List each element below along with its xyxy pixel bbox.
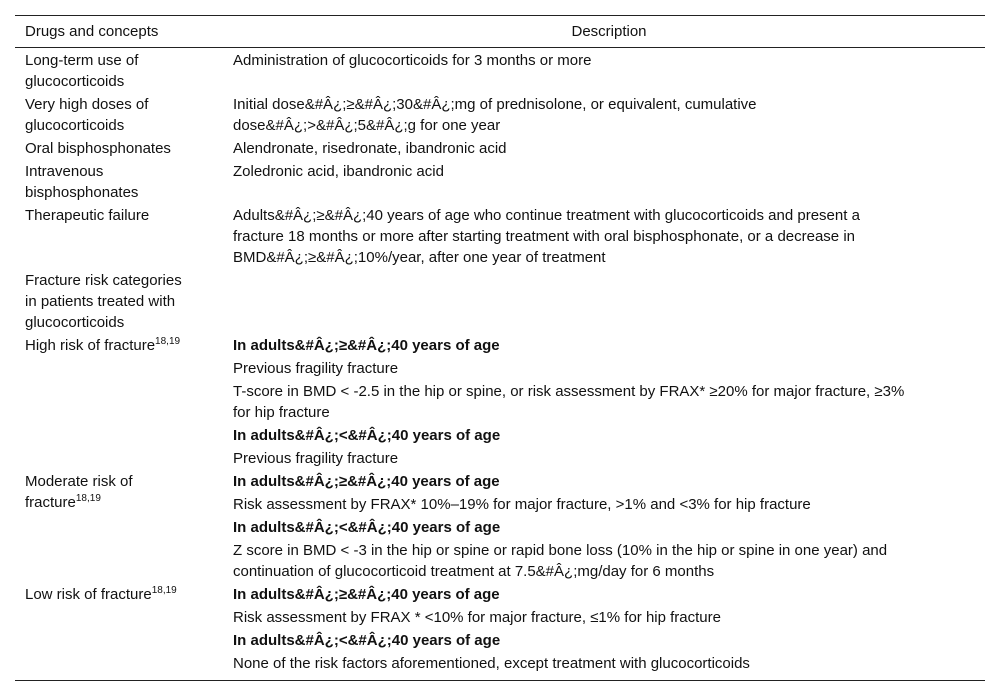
- concept-text: Low risk of fracture: [25, 586, 152, 603]
- table-header-rule: [15, 47, 985, 48]
- concept-line: Moderate risk of: [25, 473, 133, 490]
- concept-line: bisphosphonates: [25, 184, 139, 201]
- header-concept: Drugs and concepts: [25, 23, 159, 40]
- table-bottom-rule: [15, 680, 985, 681]
- description-line: fracture 18 months or more after starting treatment with oral bisphosphonate, or a decrease in: [233, 228, 855, 245]
- concept-line: Long-term use of: [25, 52, 139, 69]
- age-group-heading: In adults&#Â¿;≥&#Â¿;40 years of age: [233, 337, 500, 354]
- description-line: Alendronate, risedronate, ibandronic acid: [233, 140, 507, 157]
- description-line: for hip fracture: [233, 404, 330, 421]
- description-line: None of the risk factors aforementioned, except treatment with glucocorticoids: [233, 655, 750, 672]
- concept-line: in patients treated with: [25, 293, 176, 310]
- concept-line: Therapeutic failure: [25, 207, 150, 224]
- description-line: Previous fragility fracture: [233, 360, 399, 377]
- age-group-heading: In adults&#Â¿;<&#Â¿;40 years of age: [233, 632, 501, 649]
- description-line: Z score in BMD < -3 in the hip or spine or rapid bone loss (10% in the hip or spine in one year) and: [233, 542, 888, 559]
- description-line: continuation of glucocorticoid treatment at 7.5&#Â¿;mg/day for 6 months: [233, 563, 715, 580]
- description-line: Risk assessment by FRAX* 10%–19% for major fracture, >1% and <3% for hip fracture: [233, 496, 811, 513]
- header-description: Description: [571, 23, 647, 40]
- concept-text: fracture: [25, 494, 76, 511]
- description-line: T-score in BMD < -2.5 in the hip or spine, or risk assessment by FRAX* ≥20% for major fracture, ≥3%: [233, 383, 905, 400]
- concept-text: High risk of fracture: [25, 337, 156, 354]
- concept-line: [25, 335, 180, 356]
- concept-line: Intravenous: [25, 163, 104, 180]
- concept-line: glucocorticoids: [25, 73, 125, 90]
- concept-line: [25, 584, 177, 605]
- age-group-heading: In adults&#Â¿;<&#Â¿;40 years of age: [233, 519, 501, 536]
- description-line: dose&#Â¿;>&#Â¿;5&#Â¿;g for one year: [233, 117, 501, 134]
- age-group-heading: In adults&#Â¿;≥&#Â¿;40 years of age: [233, 473, 500, 490]
- reference-superscript: 18,19: [155, 336, 181, 347]
- age-group-heading: In adults&#Â¿;≥&#Â¿;40 years of age: [233, 586, 500, 603]
- concept-line: Oral bisphosphonates: [25, 140, 171, 157]
- table-header: [15, 15, 985, 47]
- description-line: BMD&#Â¿;≥&#Â¿;10%/year, after one year of treatment: [233, 249, 606, 266]
- description-line: Zoledronic acid, ibandronic acid: [233, 163, 444, 180]
- concept-line: Fracture risk categories: [25, 272, 182, 289]
- concept-line: glucocorticoids: [25, 117, 125, 134]
- description-line: Previous fragility fracture: [233, 450, 399, 467]
- concept-line: glucocorticoids: [25, 314, 125, 331]
- description-line: Administration of glucocorticoids for 3 months or more: [233, 52, 592, 69]
- age-group-heading: In adults&#Â¿;<&#Â¿;40 years of age: [233, 427, 501, 444]
- description-line: Adults&#Â¿;≥&#Â¿;40 years of age who continue treatment with glucocorticoids and present a: [233, 207, 860, 224]
- reference-superscript: 18,19: [151, 585, 177, 596]
- concept-line: Very high doses of: [25, 96, 149, 113]
- description-line: Risk assessment by FRAX * <10% for major fracture, ≤1% for hip fracture: [233, 609, 721, 626]
- description-line: Initial dose&#Â¿;≥&#Â¿;30&#Â¿;mg of prednisolone, or equivalent, cumulative: [233, 96, 757, 113]
- reference-superscript: 18,19: [75, 493, 101, 504]
- concept-line: [25, 492, 101, 513]
